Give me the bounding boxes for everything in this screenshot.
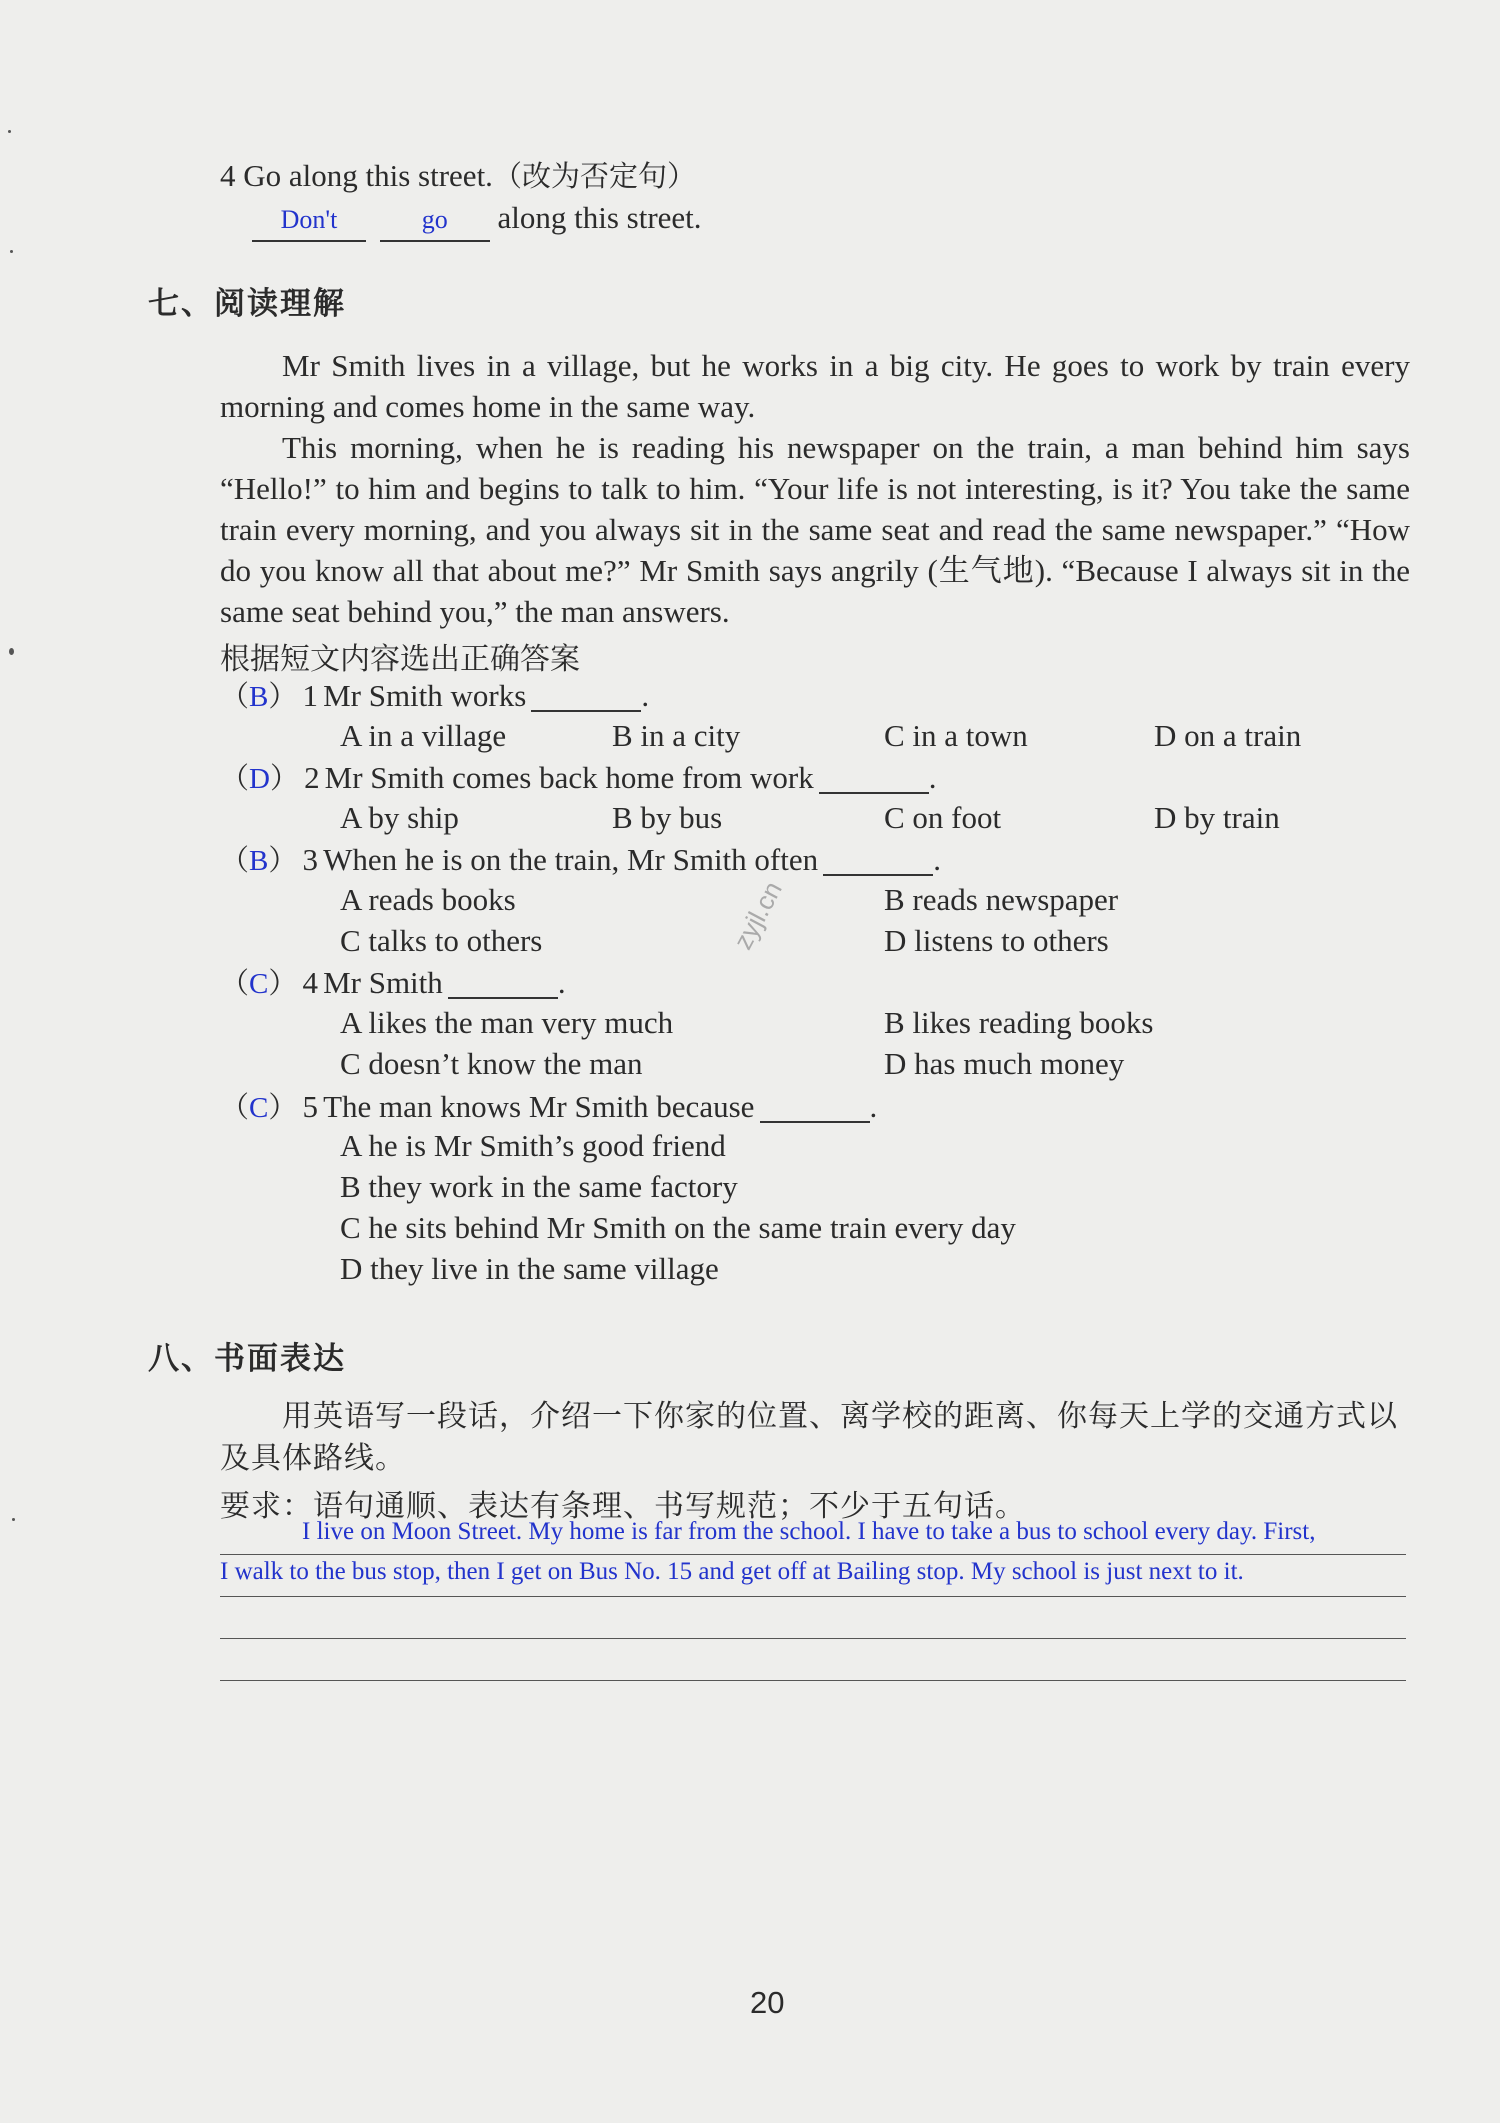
q4-stem: Mr Smith: [323, 965, 443, 1000]
question-3: （B） 3 When he is on the train, Mr Smith often .: [220, 842, 941, 877]
question-5: （C） 5 The man knows Mr Smith because .: [220, 1089, 878, 1124]
q3-option-a: A reads books: [340, 882, 516, 917]
item4-answer-line: [252, 198, 702, 242]
reading-paragraph-1: Mr Smith lives in a village, but he works in a big city. He goes to work by train every morning and comes home in the same way.: [220, 348, 1410, 424]
q3-stem: When he is on the train, Mr Smith often: [323, 842, 819, 877]
q1-option-d: D on a train: [1154, 718, 1302, 753]
q5-option-d: D they live in the same village: [340, 1251, 719, 1286]
q4-option-a: A likes the man very much: [340, 1005, 674, 1040]
q4-answer: C: [249, 968, 269, 1000]
item4-answer1: Don't: [280, 205, 338, 234]
writing-answer-line-1: I live on Moon Street. My home is far from the school. I have to take a bus to school every day. First,: [302, 1518, 1316, 1545]
q1-number: 1: [302, 678, 318, 713]
item4-rest: along this street.: [497, 200, 702, 235]
q3-number: 3: [302, 842, 318, 877]
section7-instruction: 根据短文内容选出正确答案: [220, 642, 580, 677]
q2-option-d: D by train: [1154, 800, 1280, 835]
q2-option-b: B by bus: [612, 800, 723, 835]
section8-prompt: 用英语写一段话，介绍一下你家的位置、离学校的距离、你每天上学的交通方式以及具体路线。: [220, 1399, 1398, 1476]
question-1: （B） 1 Mr Smith works .: [220, 678, 650, 713]
q2-answer: D: [249, 763, 270, 795]
watermark: zyjl.cn: [727, 876, 788, 955]
section7-heading: 七、阅读理解: [148, 286, 346, 322]
section8-requirement: 要求：语句通顺、表达有条理、书写规范；不少于五句话。: [220, 1489, 1026, 1524]
page-number: 20: [750, 1985, 785, 2020]
reading-paragraph-2: This morning, when he is reading his newspaper on the train, a man behind him says “Hello!” to him and begins to talk to him. “Your life is not interesting, is it? You take the same train every morning, and you always sit in the same seat and read the same newspaper.” “How do you know all that about me?” Mr Smith says angrily (生气地). “Because I always sit in the same seat behind you,” the man answers.: [220, 430, 1410, 629]
q1-answer: B: [249, 681, 269, 713]
item4-instruction: （改为否定句）: [492, 159, 696, 193]
q5-option-b: B they work in the same factory: [340, 1169, 738, 1204]
item4-sentence: Go along this street.: [243, 158, 493, 193]
q5-option-c: C he sits behind Mr Smith on the same train every day: [340, 1210, 1016, 1245]
q2-option-a: A by ship: [340, 800, 459, 835]
question-2: （D） 2 Mr Smith comes back home from work .: [220, 760, 937, 795]
q3-option-c: C talks to others: [340, 923, 543, 958]
q1-stem: Mr Smith works: [323, 678, 527, 713]
item4-number: 4: [220, 158, 236, 193]
q3-option-b: B reads newspaper: [884, 882, 1119, 917]
question-4: （C） 4 Mr Smith .: [220, 965, 566, 1000]
q2-option-c: C on foot: [884, 800, 1002, 835]
q5-stem: The man knows Mr Smith because: [323, 1089, 755, 1124]
q2-number: 2: [304, 760, 320, 795]
item4-answer2: go: [421, 205, 448, 234]
q4-option-d: D has much money: [884, 1046, 1125, 1081]
item4-question: [220, 156, 696, 196]
q4-option-b: B likes reading books: [884, 1005, 1154, 1040]
section8-heading: 八、书面表达: [148, 1341, 346, 1377]
writing-rule-2: [220, 1596, 1406, 1597]
q1-option-b: B in a city: [612, 718, 741, 753]
q4-option-c: C doesn’t know the man: [340, 1046, 643, 1081]
q5-option-a: A he is Mr Smith’s good friend: [340, 1128, 726, 1163]
q1-option-c: C in a town: [884, 718, 1028, 753]
q5-number: 5: [302, 1089, 318, 1124]
writing-rule-1: [220, 1554, 1406, 1555]
q5-answer: C: [249, 1092, 269, 1124]
q3-answer: B: [249, 845, 269, 877]
writing-rule-4: [220, 1680, 1406, 1681]
q3-option-d: D listens to others: [884, 923, 1109, 958]
q4-number: 4: [302, 965, 318, 1000]
q2-stem: Mr Smith comes back home from work: [324, 760, 814, 795]
writing-rule-3: [220, 1638, 1406, 1639]
writing-answer-line-2: I walk to the bus stop, then I get on Bus No. 15 and get off at Bailing stop. My school is just next to it.: [220, 1558, 1244, 1585]
q1-option-a: A in a village: [340, 718, 507, 753]
